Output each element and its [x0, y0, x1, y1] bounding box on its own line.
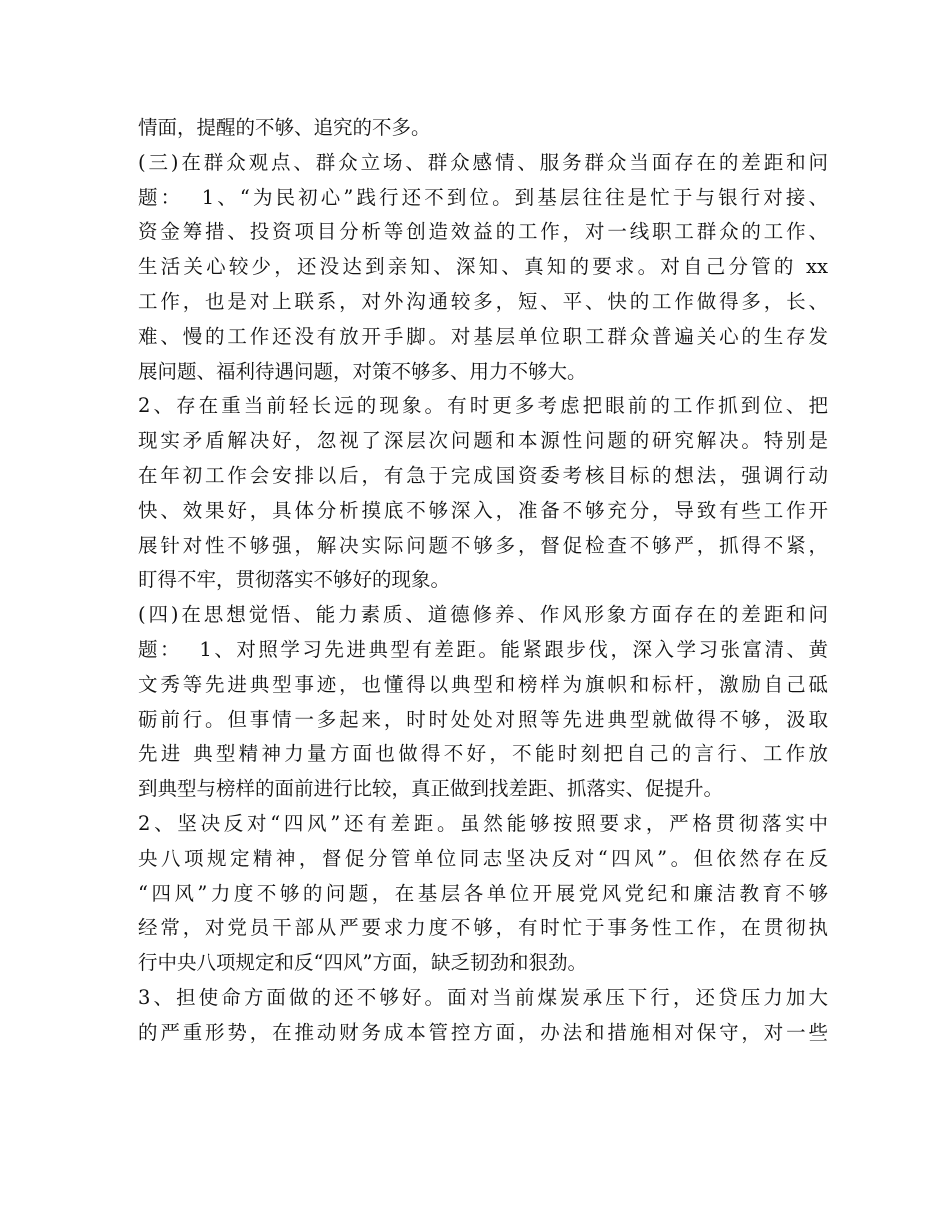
text-line: 在年初工作会安排以后，有急于完成国资委考核目标的想法，强调行动	[138, 463, 828, 487]
text-line: “四风”力度不够的问题，在基层各单位开展党风党纪和廉洁教育不够	[138, 881, 828, 905]
text-line: 行中央八项规定和反“四风”方面，缺乏韧劲和狠劲。	[138, 951, 587, 975]
text-line: 先进 典型精神力量方面也做得不好，不能时刻把自己的言行、工作放	[138, 742, 828, 766]
document-body	[138, 111, 828, 1051]
text-line: 展问题、福利待遇问题，对策不够多、用力不够大。	[138, 359, 587, 383]
text-line: 题： 1、对照学习先进典型有差距。能紧跟步伐，深入学习张富清、黄	[138, 637, 828, 661]
text-line: 2、坚决反对“四风”还有差距。虽然能够按照要求，严格贯彻落实中	[138, 811, 828, 835]
text-line: 2、存在重当前轻长远的现象。有时更多考虑把眼前的工作抓到位、把	[138, 394, 828, 418]
text-line: 到典型与榜样的面前进行比较，真正做到找差距、抓落实、促提升。	[138, 777, 724, 801]
text-line: 题： 1、“为民初心”践行还不到位。到基层往往是忙于与银行对接、	[138, 185, 828, 209]
text-line: 盯得不牢，贯彻落实不够好的现象。	[138, 568, 451, 592]
text-line: 经常，对党员干部从严要求力度不够，有时忙于事务性工作，在贯彻执	[138, 916, 828, 940]
text-line: 3、担使命方面做的还不够好。面对当前煤炭承压下行，还贷压力加大	[138, 985, 828, 1009]
text-line: 资金筹措、投资项目分析等创造效益的工作，对一线职工群众的工作、	[138, 220, 828, 244]
text-line: 现实矛盾解决好，忽视了深层次问题和本源性问题的研究解决。特别是	[138, 429, 828, 453]
text-line: 砺前行。但事情一多起来，时时处处对照等先进典型就做得不够，汲取	[138, 707, 828, 731]
text-line: 情面，提醒的不够、追究的不多。	[138, 116, 431, 139]
text-line: 展针对性不够强，解决实际问题不够多，督促检查不够严，抓得不紧，	[138, 533, 828, 557]
text-line: 文秀等先进典型事迹，也懂得以典型和榜样为旗帜和标杆，激励自己砥	[138, 672, 828, 696]
text-line: 央八项规定精神，督促分管单位同志坚决反对“四风”。但依然存在反	[138, 846, 828, 870]
text-line: 工作，也是对上联系，对外沟通较多，短、平、快的工作做得多，长、	[138, 289, 828, 313]
text-line: 快、效果好，具体分析摸底不够深入，准备不够充分，导致有些工作开	[138, 498, 828, 522]
text-line: (三)在群众观点、群众立场、群众感情、服务群众当面存在的差距和问	[138, 150, 828, 174]
text-line: 难、慢的工作还没有放开手脚。对基层单位职工群众普遍关心的生存发	[138, 324, 828, 348]
text-line: (四)在思想觉悟、能力素质、道德修养、作风形象方面存在的差距和问	[138, 603, 828, 627]
text-line: 的严重形势，在推动财务成本管控方面，办法和措施相对保守，对一些	[138, 1020, 828, 1044]
text-line: 生活关心较少，还没达到亲知、深知、真知的要求。对自己分管的 xx	[138, 255, 828, 279]
